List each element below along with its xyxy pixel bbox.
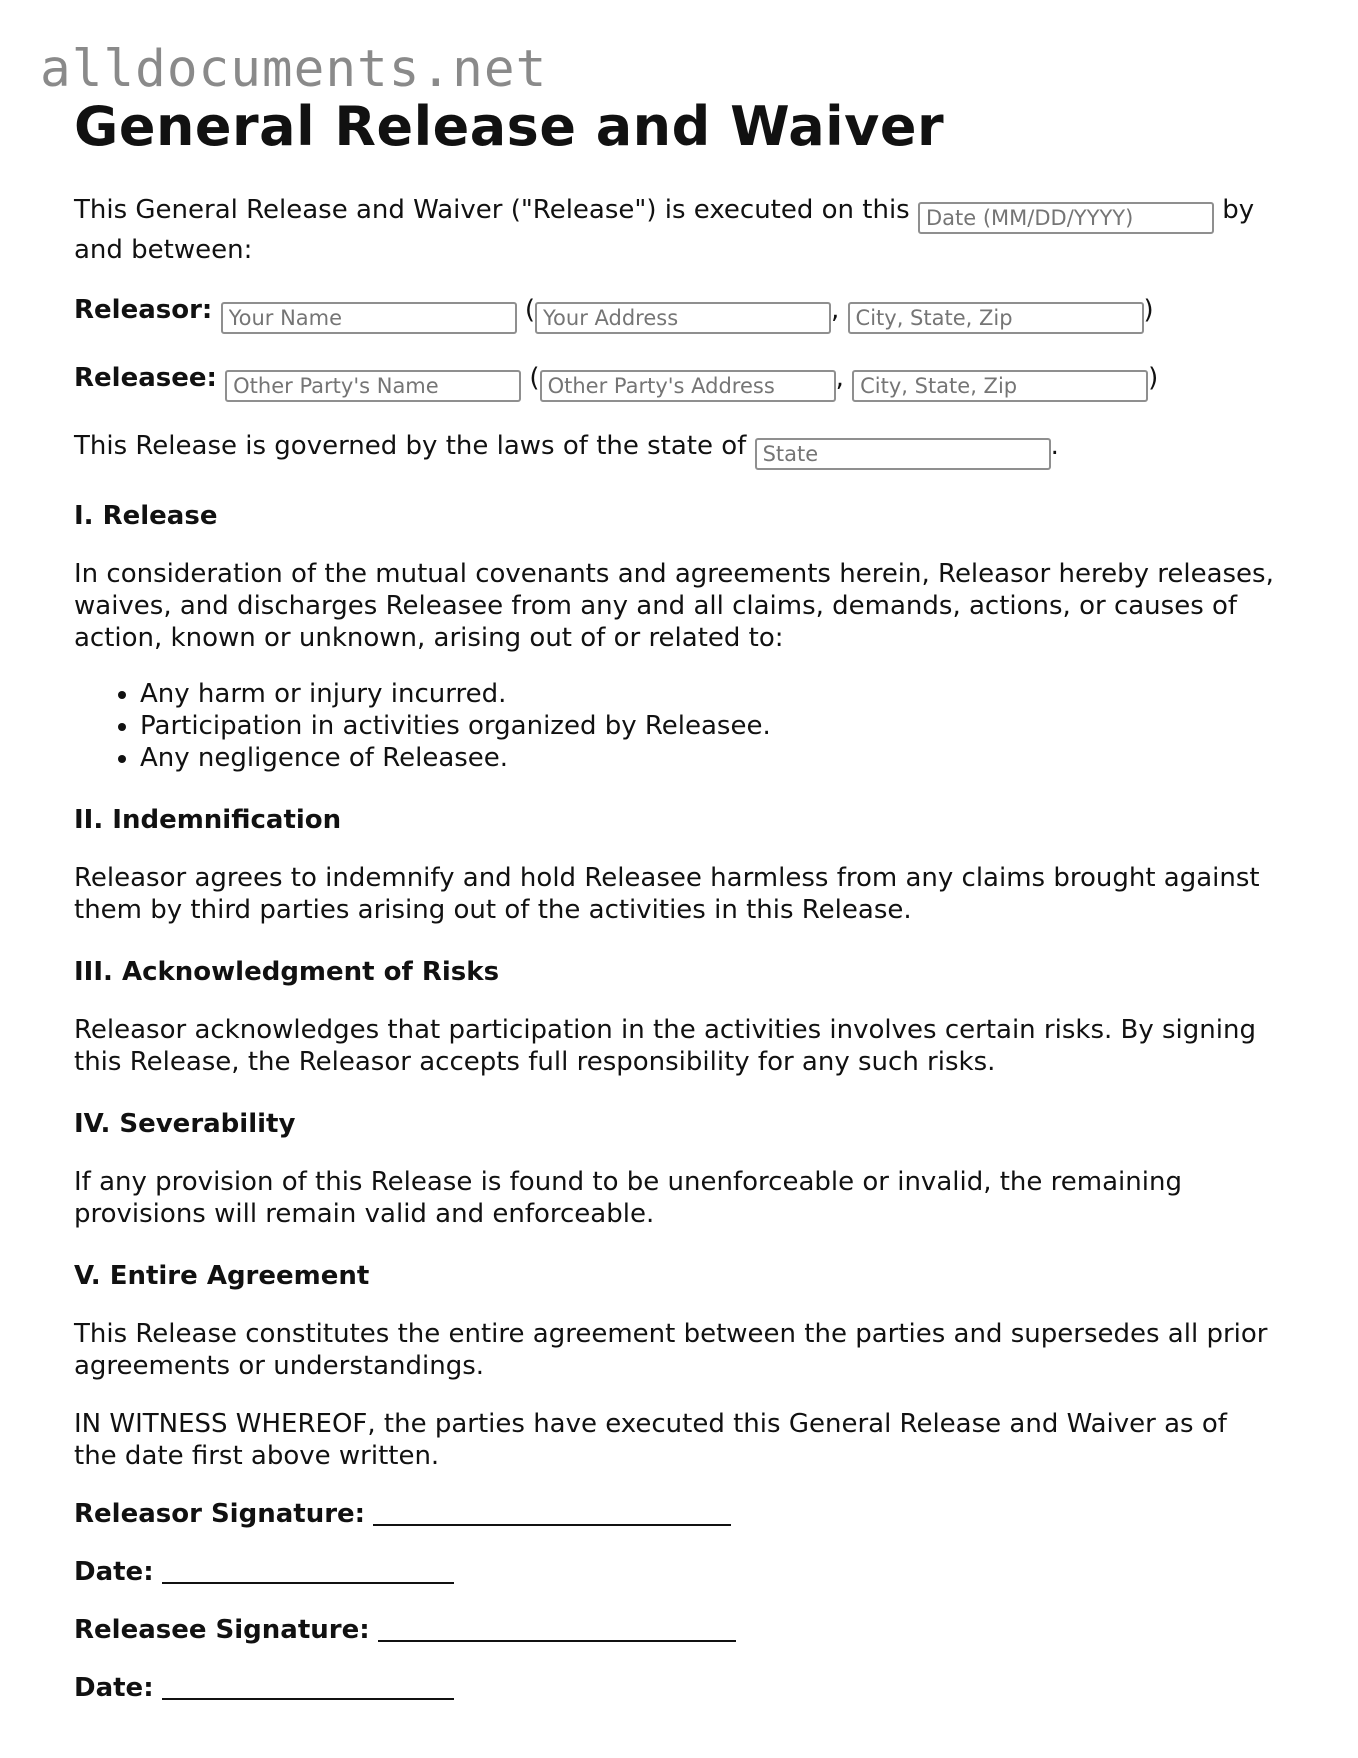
releasee-date-line[interactable] [162, 1672, 454, 1700]
list-item: • Any harm or injury incurred. [140, 678, 1274, 710]
document-title: General Release and Waiver [74, 95, 945, 158]
releasor-signature-row [74, 1498, 1274, 1530]
governing-law-paragraph: This Release is governed by the laws of the state of State . [74, 430, 1274, 470]
releasor-city-field[interactable] [848, 302, 1144, 334]
intro-paragraph [74, 194, 1274, 266]
releasor-date-line[interactable] [162, 1556, 454, 1584]
releasee-name-field[interactable] [225, 370, 521, 402]
releasor-date-label: Date: [74, 1557, 154, 1587]
section-heading-severability: IV. Severability [74, 1109, 296, 1139]
section-heading-risks: III. Acknowledgment of Risks [74, 957, 500, 987]
releasee-signature-row [74, 1614, 1274, 1646]
releasor-address-field[interactable] [535, 302, 831, 334]
releasee-signature-label: Releasee Signature: [74, 1615, 370, 1645]
section-heading-indemnification: II. Indemnification [74, 805, 342, 835]
section-body-severability: If any provision of this Release is found to be unenforceable or invalid, the remaining provisions will remain valid and enforceable. [74, 1167, 1182, 1229]
releasor-label: Releasor: [74, 295, 213, 325]
section-body-release: In consideration of the mutual covenants and agreements herein, Releasor hereby releases, waives, and discharges Releasee from any and all claims, demands, actions, or causes of action, known or unknown, arising out of or related to: [74, 559, 1274, 653]
list-item: • Any negligence of Releasee. [140, 742, 1274, 774]
execution-date-field[interactable] [918, 202, 1214, 234]
document-page [74, 92, 1274, 1704]
watermark: alldocuments.net [40, 40, 548, 99]
section-body-entire-agreement: This Release constitutes the entire agreement between the parties and supersedes all prior agreements or understandings. [74, 1319, 1268, 1381]
releasee-label: Releasee: [74, 363, 217, 393]
releasor-signature-line[interactable] [373, 1498, 731, 1526]
section-heading-release: I. Release [74, 501, 218, 531]
releasor-date-row [74, 1556, 1274, 1588]
releasee-row: Releasee: Other Party's Name ( Other Party's Address , City, State, Zip ) [74, 362, 1274, 402]
releasee-date-label: Date: [74, 1673, 154, 1703]
section-body-risks: Releasor acknowledges that participation in the activities involves certain risks. By signing this Release, the Releasor accepts full responsibility for any such risks. [74, 1015, 1256, 1077]
intro-text-after: by and between: [74, 195, 1255, 265]
governing-law-text: This Release is governed by the laws of the state of [74, 431, 747, 461]
releasee-date-row [74, 1672, 1274, 1704]
section-body-indemnification: Releasor agrees to indemnify and hold Releasee harmless from any claims brought against them by third parties arising out of the activities in this Release. [74, 863, 1260, 925]
releasee-address-field[interactable] [540, 370, 836, 402]
section-heading-entire-agreement: V. Entire Agreement [74, 1261, 370, 1291]
intro-text-before: This General Release and Waiver ("Release") is executed on this [74, 195, 910, 225]
releasor-name-field[interactable] [221, 302, 517, 334]
releasee-signature-line[interactable] [378, 1614, 736, 1642]
governing-state-field[interactable] [755, 438, 1051, 470]
releasee-city-field[interactable] [852, 370, 1148, 402]
list-item: • Participation in activities organized by Releasee. [140, 710, 1274, 742]
witness-paragraph: IN WITNESS WHEREOF, the parties have executed this General Release and Waiver as of the date first above written. [74, 1409, 1227, 1471]
release-items-list [74, 678, 1274, 774]
releasor-signature-label: Releasor Signature: [74, 1499, 366, 1529]
releasor-row: Releasor: Your Name ( Your Address , City, State, Zip ) [74, 294, 1274, 334]
